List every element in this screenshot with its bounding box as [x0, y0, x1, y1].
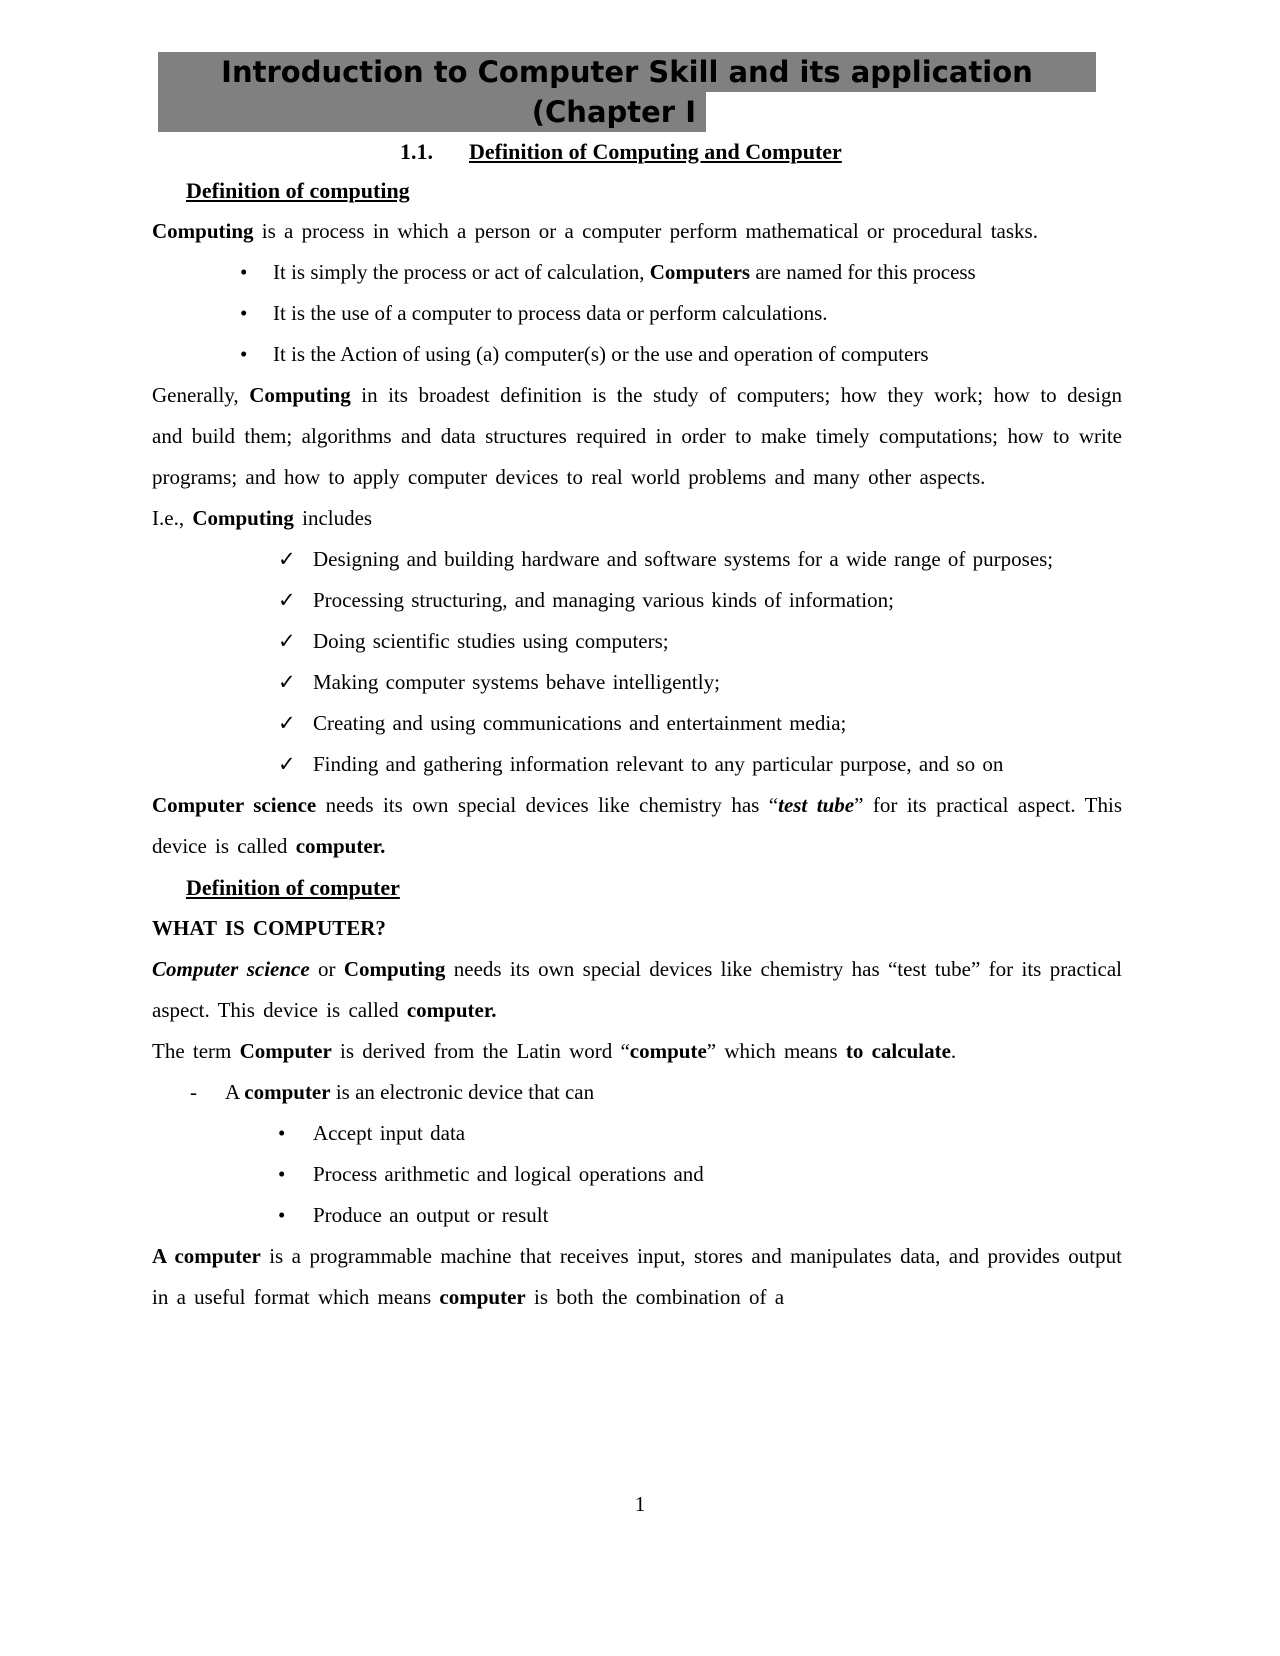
document-title-line-2: (Chapter I	[158, 92, 706, 132]
checkmark-icon: ✓	[278, 588, 296, 612]
text-run: A	[225, 1080, 245, 1104]
text-run: Creating and using communications and entertainment media;	[313, 711, 847, 735]
dash-list-item	[152, 1072, 1122, 1113]
text-run: Definition of computing	[186, 178, 410, 203]
text-run: test tube	[778, 793, 855, 817]
text-run: in its broadest definition is the study of computers; how they work; how to design and build them; algorithms and data structures required in order to make timely computations; how to write programs; and how to apply computer devices to real world problems and many other aspects.	[152, 383, 1122, 489]
list-item-text	[313, 547, 1053, 571]
text-run: needs its own special devices like chemistry has “test tube” for its practical aspect. This device is called	[152, 957, 1122, 1022]
checkmark-icon: ✓	[278, 547, 296, 571]
text-run: Produce an output or result	[313, 1203, 549, 1227]
paragraph	[152, 211, 1122, 252]
text-run: is derived from the Latin word “	[331, 1039, 630, 1063]
bullet-marker-icon: •	[240, 260, 248, 284]
paragraph	[152, 785, 1122, 867]
check-list-item	[152, 662, 1122, 703]
dash-marker-icon: -	[190, 1080, 197, 1104]
document-body	[152, 170, 1122, 1318]
bullet-list-item	[152, 252, 1122, 293]
checkmark-icon: ✓	[278, 752, 296, 776]
text-run: is both the combination of a	[525, 1285, 785, 1309]
checkmark-icon: ✓	[278, 629, 296, 653]
text-run: Designing and building hardware and software systems for a wide range of purposes;	[313, 547, 1054, 571]
check-list-item	[152, 744, 1122, 785]
list-item-text	[313, 752, 1003, 776]
text-run: Processing structuring, and managing various kinds of information;	[313, 588, 894, 612]
bullet-list-item	[152, 1195, 1122, 1236]
checkmark-icon: ✓	[278, 670, 296, 694]
document-title-line-1: Introduction to Computer Skill and its application	[158, 52, 1096, 92]
list-item-text	[225, 1080, 594, 1104]
paragraph	[152, 375, 1122, 498]
list-item-text	[313, 1121, 465, 1145]
paragraph	[152, 1031, 1122, 1072]
text-run: Computing	[192, 506, 294, 530]
bullet-marker-icon: •	[278, 1162, 286, 1186]
text-run: is a programmable machine that receives input, stores and manipulates data, and provides output in a useful format which means	[152, 1244, 1122, 1309]
list-item-text	[313, 670, 720, 694]
page-number: 1	[634, 1492, 646, 1516]
text-run: A computer	[152, 1244, 261, 1268]
text-run: computer.	[406, 998, 497, 1022]
text-run: It is the Action of using (a) computer(s) or the use and operation of computers	[273, 342, 929, 366]
text-run: is an electronic device that can	[330, 1080, 595, 1104]
text-run: are named for this process	[750, 260, 976, 284]
subheading	[186, 170, 1122, 211]
text-run: or	[309, 957, 344, 981]
list-item-text	[313, 711, 846, 735]
text-run: Computer	[239, 1039, 332, 1063]
paragraph	[152, 949, 1122, 1031]
bullet-list-item	[152, 1113, 1122, 1154]
check-list-item	[152, 539, 1122, 580]
list-item-text	[313, 1162, 704, 1186]
paragraph	[152, 498, 1122, 539]
check-list-item	[152, 621, 1122, 662]
bullet-marker-icon: •	[278, 1203, 286, 1227]
text-run: WHAT IS COMPUTER?	[152, 916, 386, 940]
text-run: needs its own special devices like chemistry has “	[316, 793, 779, 817]
document-page	[152, 52, 1122, 1318]
text-run: includes	[293, 506, 373, 530]
paragraph	[152, 1236, 1122, 1318]
bullet-list-item	[152, 334, 1122, 375]
text-run: Computing	[249, 383, 351, 407]
section-heading-text: Definition of Computing and Computer	[469, 139, 842, 164]
bullet-marker-icon: •	[240, 342, 248, 366]
text-run: .	[950, 1039, 957, 1063]
paragraph	[152, 908, 1122, 949]
text-run: Computer science	[152, 793, 317, 817]
checkmark-icon: ✓	[278, 711, 296, 735]
text-run: computer.	[295, 834, 386, 858]
list-item-text	[313, 1203, 548, 1227]
text-run: Computing	[343, 957, 446, 981]
bullet-marker-icon: •	[278, 1121, 286, 1145]
text-run: computer	[244, 1080, 331, 1104]
bullet-list-item	[152, 293, 1122, 334]
list-item-text	[273, 342, 929, 366]
text-run: The term	[152, 1039, 240, 1063]
text-run: is a process in which a person or a computer perform mathematical or procedural tasks.	[253, 219, 1038, 243]
text-run: computer	[439, 1285, 526, 1309]
text-run: It is simply the process or act of calculation,	[273, 260, 650, 284]
check-list-item	[152, 580, 1122, 621]
subheading	[186, 867, 1122, 908]
text-run: compute	[629, 1039, 707, 1063]
text-run: Computer science	[152, 957, 310, 981]
list-item-text	[313, 588, 894, 612]
text-run: ” which means	[706, 1039, 846, 1063]
text-run: It is the use of a computer to process data or perform calculations.	[273, 301, 828, 325]
list-item-text	[313, 629, 669, 653]
text-run: I.e.,	[152, 506, 193, 530]
text-run: to calculate	[845, 1039, 951, 1063]
text-run: Generally,	[152, 383, 250, 407]
text-run: ” for its practical aspect. This device is called	[152, 793, 1122, 858]
text-run: Doing scientific studies using computers;	[313, 629, 669, 653]
section-heading	[400, 134, 1122, 170]
text-run: Computers	[649, 260, 751, 284]
list-item-text	[273, 301, 828, 325]
text-run: Accept input data	[313, 1121, 466, 1145]
text-run: Finding and gathering information relevant to any particular purpose, and so on	[313, 752, 1004, 776]
section-heading-number: 1.1.	[400, 139, 433, 164]
text-run: Computing	[152, 219, 254, 243]
text-run: Process arithmetic and logical operations and	[313, 1162, 704, 1186]
text-run: Making computer systems behave intelligently;	[313, 670, 720, 694]
bullet-marker-icon: •	[240, 301, 248, 325]
check-list-item	[152, 703, 1122, 744]
bullet-list-item	[152, 1154, 1122, 1195]
text-run: Definition of computer	[186, 875, 400, 900]
list-item-text	[273, 260, 976, 284]
